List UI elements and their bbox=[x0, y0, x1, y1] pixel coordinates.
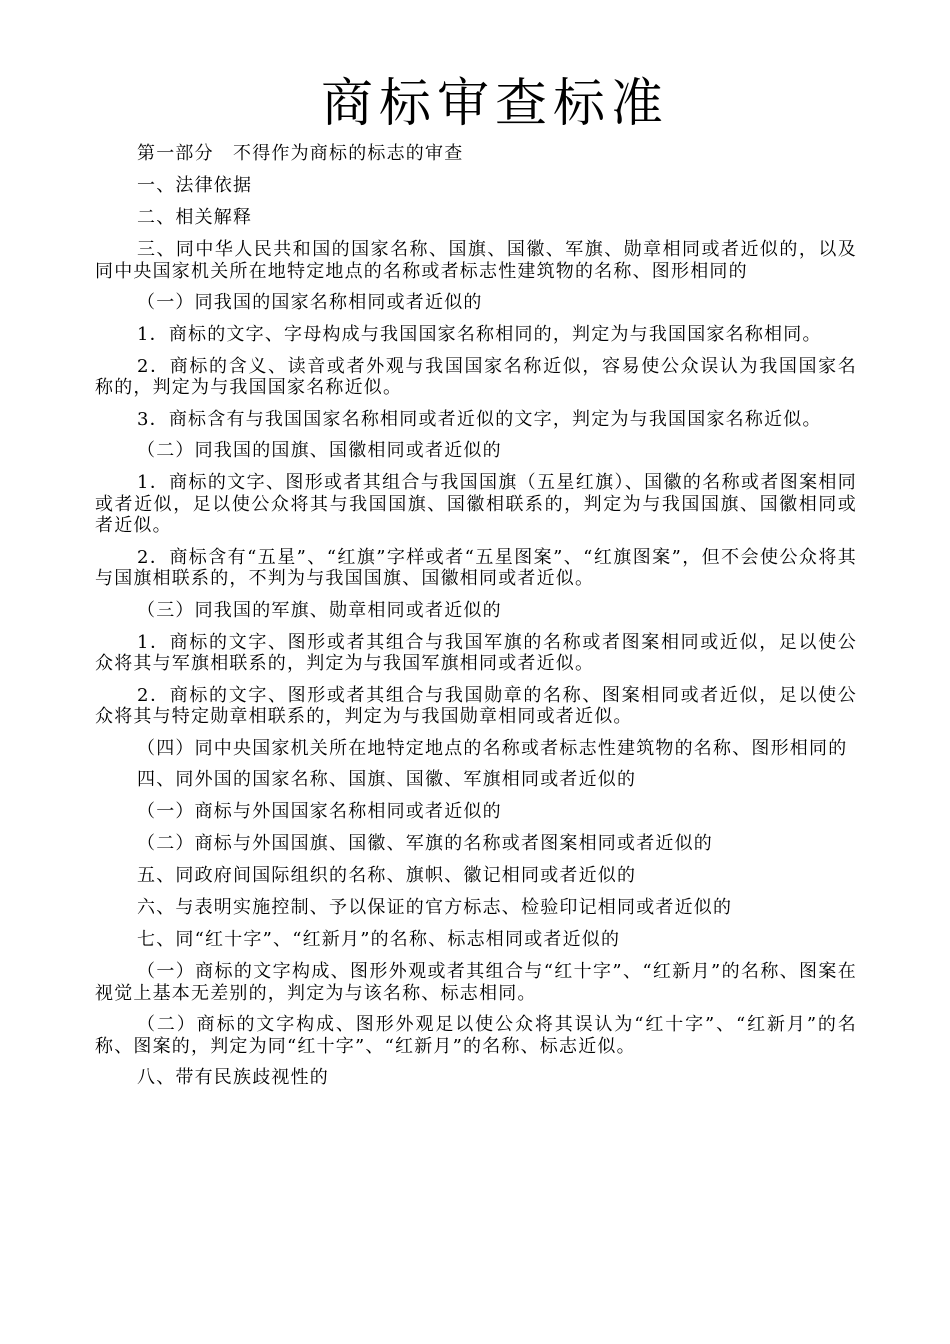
paragraph-part-one-heading: 第一部分 不得作为商标的标志的审查 bbox=[137, 143, 464, 164]
paragraph-item: 2．商标含有“五星”、“红旗”字样或者“五星图案”、“红旗图案”，但不会使公众将其与国旗相联系的，不判为与我国国旗、国徽相同或者近似。 bbox=[95, 546, 857, 589]
paragraph-item: 1．商标的文字、图形或者其组合与我国军旗的名称或者图案相同或近似，足以使公众将其与军旗相联系的，判定为与我国军旗相同或者近似。 bbox=[95, 631, 857, 674]
paragraph-section-eight: 八、带有民族歧视性的 bbox=[137, 1067, 329, 1088]
document-body bbox=[95, 143, 857, 1099]
paragraph-item: 1．商标的文字、图形或者其组合与我国国旗（五星红旗）、国徽的名称或者图案相同或者近似，足以使公众将其与我国国旗、国徽相联系的，判定为与我国国旗、国徽相同或者近似。 bbox=[95, 472, 857, 536]
paragraph-section-seven: 七、同“红十字”、“红新月”的名称、标志相同或者近似的 bbox=[137, 929, 621, 950]
paragraph-item: 1．商标的文字、字母构成与我国国家名称相同的，判定为与我国国家名称相同。 bbox=[137, 324, 822, 345]
paragraph-item: 2．商标的含义、读音或者外观与我国国家名称近似，容易使公众误认为我国国家名称的，判定为与我国国家名称近似。 bbox=[95, 355, 857, 398]
paragraph-section-three: 三、同中华人民共和国的国家名称、国旗、国徽、军旗、勋章相同或者近似的，以及同中央国家机关所在地特定地点的名称或者标志性建筑物的名称、图形相同的 bbox=[95, 239, 857, 282]
paragraph-subsection: （一）商标的文字构成、图形外观或者其组合与“红十字”、“红新月”的名称、图案在视觉上基本无差别的，判定为与该名称、标志相同。 bbox=[95, 961, 857, 1004]
paragraph-related-explanation: 二、相关解释 bbox=[137, 207, 253, 228]
document-title: 商标审查标准 bbox=[320, 73, 669, 134]
paragraph-section-five: 五、同政府间国际组织的名称、旗帜、徽记相同或者近似的 bbox=[137, 865, 637, 886]
paragraph-subsection: （二）商标与外国国旗、国徽、军旗的名称或者图案相同或者近似的 bbox=[137, 833, 713, 854]
paragraph-subsection-one: （一）同我国的国家名称相同或者近似的 bbox=[137, 292, 483, 313]
paragraph-subsection-two: （二）同我国的国旗、国徽相同或者近似的 bbox=[137, 440, 502, 461]
paragraph-subsection: （一）商标与外国国家名称相同或者近似的 bbox=[137, 801, 502, 822]
paragraph-legal-basis: 一、法律依据 bbox=[137, 175, 253, 196]
paragraph-subsection: （二）商标的文字构成、图形外观足以使公众将其误认为“红十字”、“红新月”的名称、图案的，判定为同“红十字”、“红新月”的名称、标志近似。 bbox=[95, 1014, 857, 1057]
paragraph-section-six: 六、与表明实施控制、予以保证的官方标志、检验印记相同或者近似的 bbox=[137, 897, 733, 918]
paragraph-item: 2．商标的文字、图形或者其组合与我国勋章的名称、图案相同或者近似，足以使公众将其与特定勋章相联系的，判定为与我国勋章相同或者近似。 bbox=[95, 684, 857, 727]
paragraph-subsection-three: （三）同我国的军旗、勋章相同或者近似的 bbox=[137, 599, 502, 621]
paragraph-subsection-four: （四）同中央国家机关所在地特定地点的名称或者标志性建筑物的名称、图形相同的 bbox=[137, 737, 848, 759]
paragraph-item: 3．商标含有与我国国家名称相同或者近似的文字，判定为与我国国家名称近似。 bbox=[137, 408, 822, 430]
paragraph-section-four: 四、同外国的国家名称、国旗、国徽、军旗相同或者近似的 bbox=[137, 769, 637, 790]
